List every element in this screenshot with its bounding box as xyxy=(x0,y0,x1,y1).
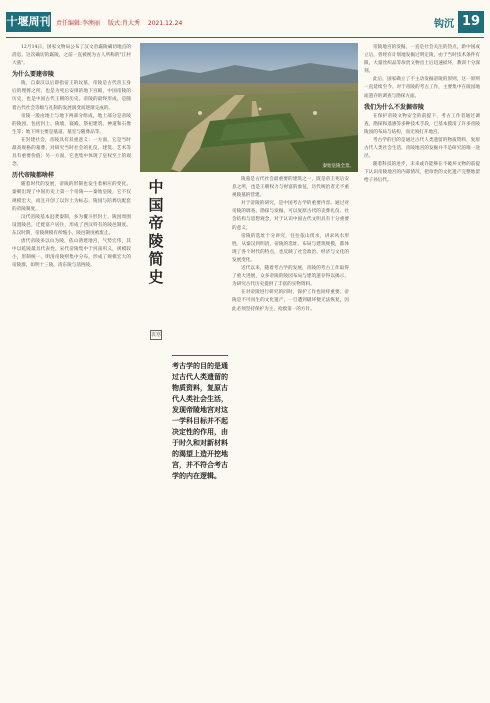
paragraph: 帝陵的选址十分讲究，往往依山傍水，讲求风水形胜。从秦汉到明清，帝陵的选址、布局与建筑规模，都体现了各个时代的特点，也反映了社会政治、经济与文化的发展变化。 xyxy=(232,233,349,263)
paragraph: 陵，自秦汉以后即指帝王的坟墓，帝陵是古代帝王身后的埋葬之所，也是为死后安排的地下宫殿，中国帝陵的历史，也是中国古代王朝的历史。帝陵的最终形成，是随着古代社会等级与礼制的发展演变而逐渐完成的。 xyxy=(12,81,131,111)
mausoleum-photo xyxy=(140,43,358,172)
pull-quote: 考古学的目的是通过古代人类遗留的物质资料，复原古代人类社会生活，发现帝陵地宫对这一学科目标并不起决定性的作用，由于时久和对新材料的渴望上造开挖地宫，并不符合考古学的内在逻辑。 xyxy=(172,361,228,480)
paragraph: 随着时代的发展，帝陵的形制也发生着相应的变化。秦朝出现了中国历史上第一个帝陵——秦始皇陵，它不仅规模宏大，而且开创了以封土为标志、陵园与陪葬坑配套的帝陵制度。 xyxy=(12,182,131,212)
paragraph: 近代以来，随着考古学的发展，帝陵的考古工作取得了重大进展，众多帝陵的陵园布局与建筑遗存得以揭示，为研究古代历史提供了丰富的实物资料。 xyxy=(232,266,349,288)
editor-credit: 责任编辑:李澳丽 xyxy=(56,20,101,27)
paragraph: 考古学的目的是通过古代人类遗留的物质资料，复原古代人类社会生活，帝陵地宫的发掘并不是研究的唯一途径。 xyxy=(364,137,480,160)
title-char: 中 xyxy=(148,178,164,196)
paragraph: 唐代帝陵多以山为陵，依山凿建地宫，气势宏伟，其中以乾陵最具代表性。宋代帝陵集中于河南巩义，规模较小，形制统一。明清帝陵则集中分布，形成了规模宏大的帝陵群，如明十三陵、清东陵与清西陵。 xyxy=(12,238,131,269)
paragraph: 随着科技的进步，未来或许能够在不破坏文物的前提下认识帝陵地宫的内部情况，把珍贵的文化遗产完整地留给子孙后代。 xyxy=(364,162,480,184)
header-meta xyxy=(56,18,188,27)
paragraph: 帝陵一般由地上与地下两部分组成，地上部分是帝陵的陵园，包括封土、陵墙、寝殿、祭祀建筑、神道和石像生等；地下则主要是墓道、墓室与随葬品等。 xyxy=(12,113,131,135)
intro-paragraph: 12月14日，国家文物局公布了汉文帝霸陵确切地点的消息。这次确切的霸陵，之前一直被视为古人所称的"江村大墓"。 xyxy=(12,45,131,67)
pull-quote-rule xyxy=(172,355,228,356)
paragraph: 帝陵地宫的发掘，一直是社会关注的热点。新中国成立后，曾经有计划地发掘过明定陵，由于当时技术条件有限，大量丝织品等珍贵文物出土后迅速损坏，教训十分深刻。 xyxy=(364,45,480,75)
paragraph: 陵墓是古代社会最重要的建筑之一，既是帝王死后安息之所，也是王朝权力与财富的象征，历代统治者无不重视陵墓的营建。 xyxy=(232,177,349,199)
subheading-no-excavation: 我们为什么不发掘帝陵 xyxy=(364,103,425,111)
issue-date: 2021.12.24 xyxy=(147,20,183,27)
photo-caption: 秦始皇陵全景。 xyxy=(322,164,354,169)
article-column-1 xyxy=(12,44,131,694)
subheading-why: 为什么要建帝陵 xyxy=(12,71,55,79)
page-number: 19 xyxy=(458,11,484,33)
subheading-history: 历代帝陵都啥样 xyxy=(12,172,55,180)
header-rule xyxy=(6,37,484,38)
paragraph: 在对帝陵进行研究的同时，保护工作也同样重要。帝陵是不可再生的文化遗产，一旦遭到破坏便无法恢复，因此必须坚持保护为主、抢救第一的方针。 xyxy=(232,290,349,312)
paragraph: 在封建社会，帝陵具有双重意义：一方面，它是当时最高规格的墓葬，对研究当时社会的礼仪、建筑、艺术等具有重要价值；另一方面，它也集中体现了皇权至上的观念。 xyxy=(12,137,131,168)
author-byline: 衷寒 xyxy=(151,332,162,338)
designer-credit: 版式:肖大秀 xyxy=(107,20,140,27)
paragraph: 对于帝陵的研究，是中国考古学的重要内容。通过对帝陵的调查、勘探与发掘，可以复原古代的丧葬礼仪、社会结构与思想观念，对于认识中国古代文明具有十分重要的意义。 xyxy=(232,201,349,231)
paragraph: 在保护帝陵文物安全的前提下，考古工作者通过调查、勘探和遥感等多种技术手段，已基本摸清了许多帝陵陵园的布局与结构，而无须打开地宫。 xyxy=(364,113,480,135)
title-char: 陵 xyxy=(148,232,164,250)
title-char: 简 xyxy=(148,250,164,268)
title-char: 国 xyxy=(148,196,164,214)
article-column-3 xyxy=(364,44,480,694)
article-column-2 xyxy=(232,176,349,694)
aerial-landscape-image xyxy=(140,43,358,172)
section-name: 钩沉 xyxy=(434,19,454,30)
article-title xyxy=(144,178,168,286)
paragraph: 此后，国家确立了不主动发掘帝陵的原则，这一原则一直延续至今。对于帝陵的考古工作，主要集中在陵园地面遗存的调查与勘探方面。 xyxy=(364,77,480,99)
title-char: 帝 xyxy=(148,214,164,232)
page-header xyxy=(0,0,490,40)
paragraph: 汉代帝陵基本沿袭秦制，多为覆斗形封土，陵园周围设置陵邑，迁徙富户居住，形成了西汉特有的陵邑制度。东汉时期，帝陵规模有所缩小，陵邑制度被废止。 xyxy=(12,214,131,236)
publication-logo: 十堰周刊 xyxy=(6,12,51,32)
title-char: 史 xyxy=(148,268,164,286)
